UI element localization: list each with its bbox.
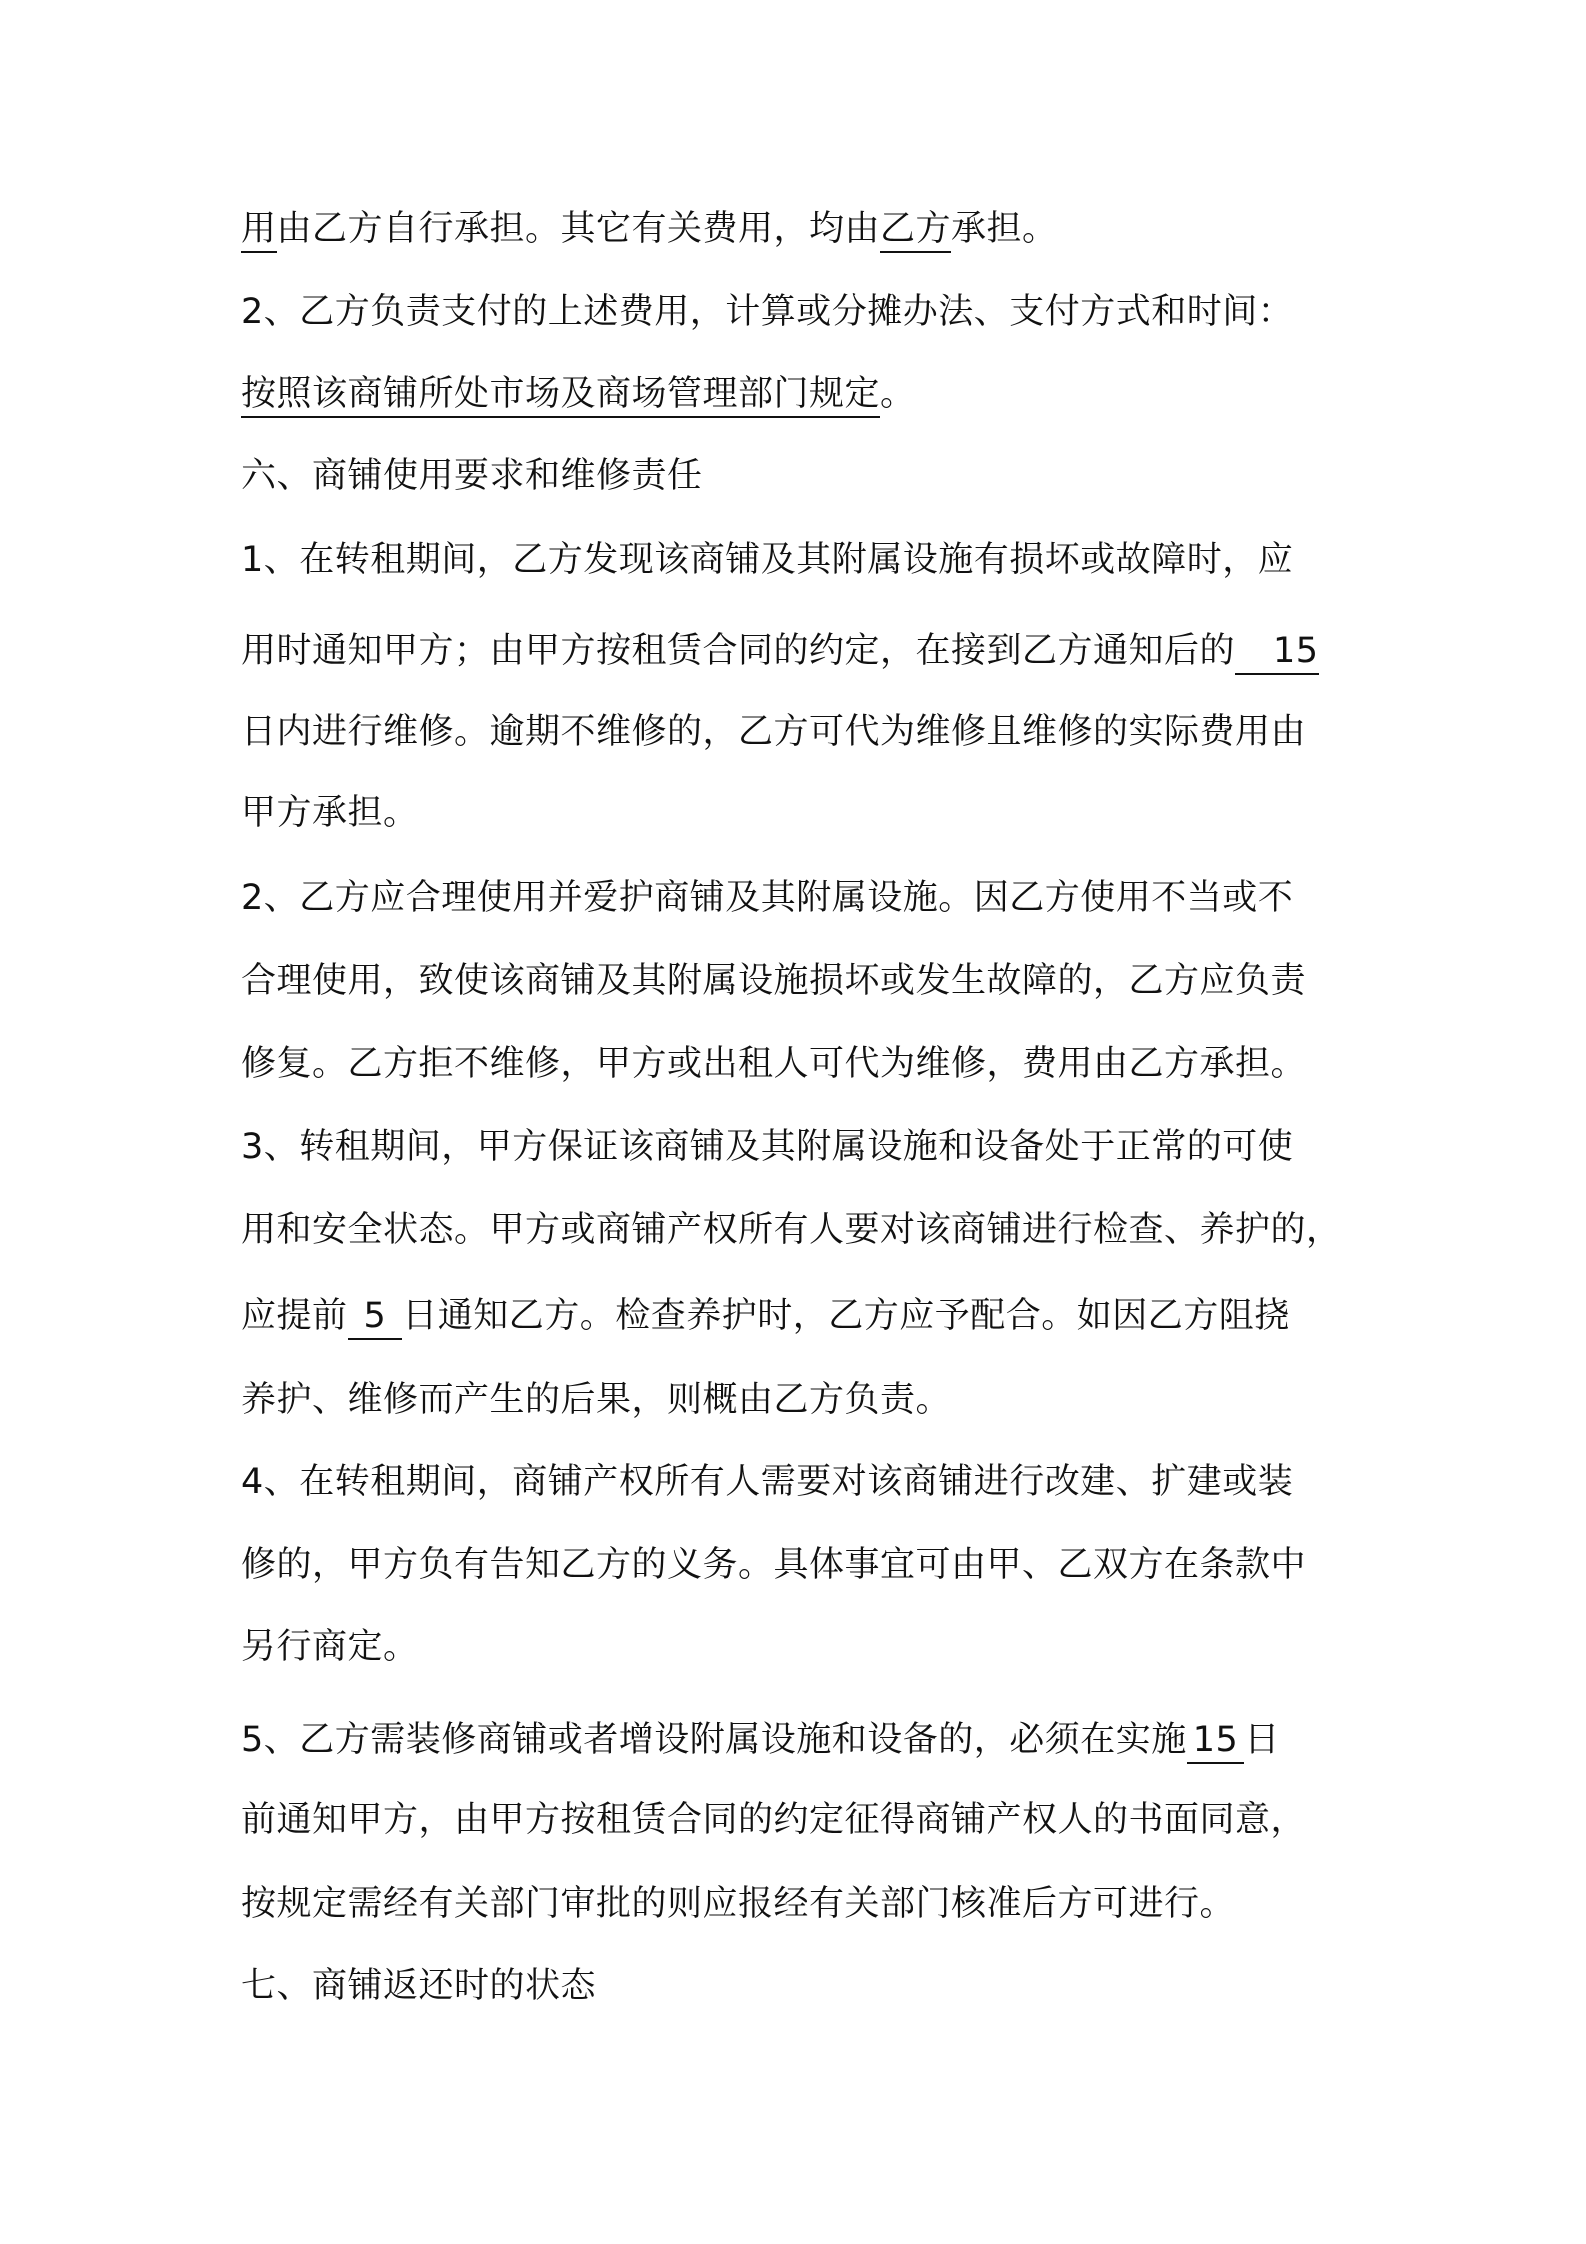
paragraph-line: 3、转租期间，甲方保证该商铺及其附属设施和设备处于正常的可使: [241, 1127, 1294, 1167]
paragraph-line: [241, 1716, 1361, 1764]
paragraph-line: [241, 205, 1361, 253]
paragraph-line: 甲方承担。: [241, 793, 419, 833]
underlined-number: 15: [1187, 1720, 1245, 1764]
text-span: 应提前: [241, 1296, 348, 1336]
underlined-number: 5: [348, 1296, 403, 1340]
paragraph-line: 按规定需经有关部门审批的则应报经有关部门核准后方可进行。: [241, 1884, 1236, 1924]
paragraph-line: 日内进行维修。逾期不维修的，乙方可代为维修且维修的实际费用由: [241, 712, 1307, 752]
paragraph-line: 修的，甲方负有告知乙方的义务。具体事宜可由甲、乙双方在条款中: [241, 1545, 1307, 1585]
section-heading: 六、商铺使用要求和维修责任: [241, 456, 703, 496]
text-span: 5、乙方需装修商铺或者增设附属设施和设备的，必须在实施: [241, 1720, 1187, 1760]
section-heading: 七、商铺返还时的状态: [241, 1966, 597, 2006]
underlined-text: 按照该商铺所处市场及商场管理部门规定: [241, 374, 880, 418]
text-span: 日通知乙方。检查养护时，乙方应予配合。如因乙方阻挠: [402, 1296, 1290, 1336]
paragraph-line: 养护、维修而产生的后果，则概由乙方负责。: [241, 1380, 952, 1420]
paragraph-line: 4、在转租期间，商铺产权所有人需要对该商铺进行改建、扩建或装: [241, 1462, 1294, 1502]
paragraph-line: 合理使用，致使该商铺及其附属设施损坏或发生故障的，乙方应负责: [241, 961, 1307, 1001]
text-span: 用时通知甲方；由甲方按租赁合同的约定，在接到乙方通知后的: [241, 631, 1236, 671]
paragraph-line: 2、乙方应合理使用并爱护商铺及其附属设施。因乙方使用不当或不: [241, 878, 1294, 918]
paragraph-line: 前通知甲方，由甲方按租赁合同的约定征得商铺产权人的书面同意，: [241, 1800, 1307, 1840]
paragraph-line: 2、乙方负责支付的上述费用，计算或分摊办法、支付方式和时间：: [241, 292, 1294, 332]
text-span: 日: [1244, 1720, 1280, 1760]
text-span: 。: [880, 374, 916, 414]
paragraph-line: 用和安全状态。甲方或商铺产权所有人要对该商铺进行检查、养护的，: [241, 1210, 1342, 1250]
paragraph-line: 另行商定。: [241, 1627, 419, 1667]
text-span: 由乙方自行承担。其它有关费用，均由: [276, 209, 881, 249]
paragraph-line: [241, 370, 1361, 418]
paragraph-line: 修复。乙方拒不维修，甲方或出租人可代为维修，费用由乙方承担。: [241, 1044, 1307, 1084]
paragraph-line: [241, 627, 1361, 675]
paragraph-line: [241, 1292, 1361, 1340]
underlined-number: 15: [1235, 631, 1319, 675]
underlined-text: 用: [241, 209, 277, 253]
paragraph-line: 1、在转租期间，乙方发现该商铺及其附属设施有损坏或故障时，应: [241, 540, 1294, 580]
underlined-text: 乙方: [880, 209, 951, 253]
text-span: 承担。: [951, 209, 1058, 249]
